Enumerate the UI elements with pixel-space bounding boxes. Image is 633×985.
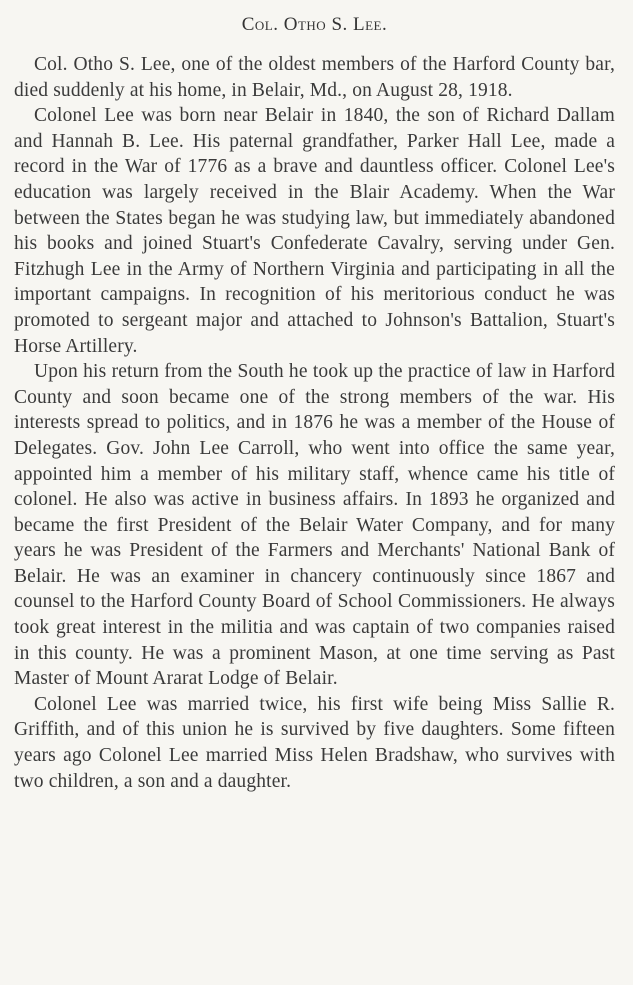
article-title: Col. Otho S. Lee.	[241, 14, 388, 35]
paragraph-death-notice: Col. Otho S. Lee, one of the oldest members of the Harford County bar, died suddenly at his home, in Belair, Md., on August 28, 1918.	[14, 54, 615, 101]
paragraph-career: Upon his return from the South he took up the practice of law in Harford County and soon became one of the strong members of the war. His interests spread to politics, and in 1876 he was a member of the House of Delegates. Gov. John Lee Carroll, who went into office the same year, appointed him a member of his military staff, whence came his title of colonel. He also was active in business affairs. In 1893 he organized and became the first President of the Belair Water Company, and for many years he was President of the Farmers and Merchants' National Bank of Belair. He was an examiner in chancery continuously since 1867 and counsel to the Harford County Board of School Commissioners. He always took great interest in the militia and was captain of two companies raised in this county. He was a prominent Mason, at one time serving as Past Master of Mount Ararat Lodge of Belair.	[14, 361, 615, 690]
paragraph-early-life: Colonel Lee was born near Belair in 1840, the son of Richard Dallam and Hannah B. Lee. His paternal grandfather, Parker Hall Lee, made a record in the War of 1776 as a brave and dauntless officer. Colonel Lee's education was largely received in the Blair Academy. When the War between the States began he was studying law, but immediately abandoned his books and joined Stuart's Confederate Cavalry, serving under Gen. Fitzhugh Lee in the Army of Northern Virginia and participating in all the important campaigns. In recognition of his meritorious conduct he was promoted to sergeant major and attached to Johnson's Battalion, Stuart's Horse Artillery.	[14, 105, 615, 357]
paragraph-family: Colonel Lee was married twice, his first wife being Miss Sallie R. Griffith, and of this union he is survived by five daughters. Some fifteen years ago Colonel Lee married Miss Helen Bradshaw, who survives with two children, a son and a daughter.	[14, 693, 615, 792]
